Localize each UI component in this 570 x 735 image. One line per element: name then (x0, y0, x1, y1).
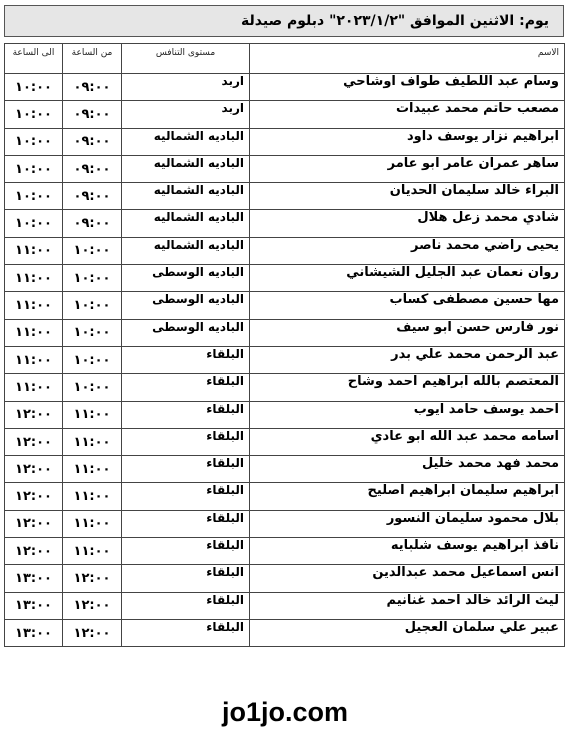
cell-from-time: ١١:٠٠ (63, 483, 122, 510)
table-row (5, 428, 565, 455)
cell-level: الباديه الوسطى (122, 265, 250, 292)
cell-name: بلال محمود سليمان النسور (250, 510, 565, 537)
cell-to-time: ١٠:٠٠ (5, 210, 63, 237)
cell-level: البلقاء (122, 510, 250, 537)
table-row (5, 128, 565, 155)
cell-level: الباديه الشماليه (122, 128, 250, 155)
table-row (5, 74, 565, 101)
cell-level: البلقاء (122, 565, 250, 592)
schedule-title-bar (4, 5, 564, 37)
cell-level: البلقاء (122, 401, 250, 428)
cell-level: البلقاء (122, 619, 250, 646)
cell-to-time: ١١:٠٠ (5, 292, 63, 319)
cell-to-time: ١١:٠٠ (5, 374, 63, 401)
cell-from-time: ١٠:٠٠ (63, 346, 122, 373)
cell-name: مها حسين مصطفى كساب (250, 292, 565, 319)
cell-name: البراء خالد سليمان الحديان (250, 183, 565, 210)
cell-from-time: ١٢:٠٠ (63, 592, 122, 619)
cell-level: البلقاء (122, 483, 250, 510)
cell-name: عبد الرحمن محمد علي بدر (250, 346, 565, 373)
table-row (5, 183, 565, 210)
table-row (5, 346, 565, 373)
cell-from-time: ١٠:٠٠ (63, 292, 122, 319)
cell-from-time: ١٠:٠٠ (63, 265, 122, 292)
cell-from-time: ٠٩:٠٠ (63, 74, 122, 101)
cell-level: البلقاء (122, 538, 250, 565)
cell-level: اربد (122, 101, 250, 128)
site-watermark: jo1jo.com (221, 697, 349, 727)
cell-to-time: ١٢:٠٠ (5, 428, 63, 455)
schedule-title: يوم: الاثنين الموافق "٢٠٢٣/١/٢" دبلوم صيدلة (241, 13, 549, 29)
cell-level: البلقاء (122, 374, 250, 401)
cell-name: روان نعمان عبد الجليل الشيشاني (250, 265, 565, 292)
cell-level: البلقاء (122, 346, 250, 373)
table-row (5, 483, 565, 510)
table-row (5, 510, 565, 537)
table-row (5, 374, 565, 401)
table-body (5, 74, 565, 647)
cell-to-time: ١١:٠٠ (5, 265, 63, 292)
table-row (5, 292, 565, 319)
table-row (5, 155, 565, 182)
table-row (5, 319, 565, 346)
cell-from-time: ١١:٠٠ (63, 401, 122, 428)
cell-to-time: ١٢:٠٠ (5, 510, 63, 537)
column-header-from: من الساعة (63, 44, 122, 74)
cell-to-time: ١٠:٠٠ (5, 101, 63, 128)
cell-to-time: ١٠:٠٠ (5, 155, 63, 182)
cell-level: الباديه الوسطى (122, 292, 250, 319)
cell-to-time: ١٠:٠٠ (5, 183, 63, 210)
table-row (5, 538, 565, 565)
cell-to-time: ١٢:٠٠ (5, 401, 63, 428)
cell-to-time: ١٢:٠٠ (5, 456, 63, 483)
cell-from-time: ١٢:٠٠ (63, 565, 122, 592)
cell-name: عبير علي سلمان العجيل (250, 619, 565, 646)
table-row (5, 565, 565, 592)
cell-name: ليث الرائد خالد احمد غنانيم (250, 592, 565, 619)
cell-to-time: ١٣:٠٠ (5, 619, 63, 646)
cell-to-time: ١١:٠٠ (5, 319, 63, 346)
column-header-to: الى الساعة (5, 44, 63, 74)
table-row (5, 101, 565, 128)
cell-name: المعتصم بالله ابراهيم احمد وشاح (250, 374, 565, 401)
cell-to-time: ١٢:٠٠ (5, 483, 63, 510)
cell-from-time: ١١:٠٠ (63, 510, 122, 537)
cell-from-time: ٠٩:٠٠ (63, 155, 122, 182)
cell-name: ابراهيم نزار يوسف داود (250, 128, 565, 155)
cell-to-time: ١١:٠٠ (5, 237, 63, 264)
cell-level: البلقاء (122, 456, 250, 483)
cell-level: الباديه الشماليه (122, 183, 250, 210)
column-header-name: الاسم (250, 44, 565, 74)
cell-from-time: ٠٩:٠٠ (63, 128, 122, 155)
table-row (5, 401, 565, 428)
cell-from-time: ٠٩:٠٠ (63, 210, 122, 237)
cell-name: ساهر عمران عامر ابو عامر (250, 155, 565, 182)
cell-to-time: ١٣:٠٠ (5, 565, 63, 592)
cell-from-time: ١٢:٠٠ (63, 619, 122, 646)
cell-name: شادي محمد زعل هلال (250, 210, 565, 237)
cell-name: نور فارس حسن ابو سيف (250, 319, 565, 346)
schedule-sheet (4, 5, 564, 647)
cell-to-time: ١١:٠٠ (5, 346, 63, 373)
cell-name: احمد يوسف حامد ايوب (250, 401, 565, 428)
cell-name: محمد فهد محمد خليل (250, 456, 565, 483)
cell-from-time: ١١:٠٠ (63, 456, 122, 483)
table-row (5, 619, 565, 646)
cell-level: البلقاء (122, 428, 250, 455)
cell-name: نافذ ابراهيم يوسف شلبايه (250, 538, 565, 565)
cell-from-time: ٠٩:٠٠ (63, 101, 122, 128)
cell-from-time: ١١:٠٠ (63, 538, 122, 565)
cell-level: الباديه الشماليه (122, 155, 250, 182)
cell-to-time: ١٠:٠٠ (5, 128, 63, 155)
cell-from-time: ١٠:٠٠ (63, 319, 122, 346)
table-row (5, 592, 565, 619)
cell-level: اربد (122, 74, 250, 101)
cell-level: الباديه الشماليه (122, 237, 250, 264)
cell-name: ابراهيم سليمان ابراهيم اصليح (250, 483, 565, 510)
table-row (5, 210, 565, 237)
cell-level: الباديه الوسطى (122, 319, 250, 346)
cell-name: يحيى راضي محمد ناصر (250, 237, 565, 264)
table-row (5, 265, 565, 292)
cell-name: اسامه محمد عبد الله ابو عادي (250, 428, 565, 455)
exam-schedule-table (4, 43, 565, 647)
cell-from-time: ٠٩:٠٠ (63, 183, 122, 210)
cell-level: الباديه الشماليه (122, 210, 250, 237)
table-row (5, 456, 565, 483)
cell-name: وسام عبد اللطيف طواف اوشاحي (250, 74, 565, 101)
cell-level: البلقاء (122, 592, 250, 619)
cell-name: مصعب حاتم محمد عبيدات (250, 101, 565, 128)
table-row (5, 237, 565, 264)
column-header-level: مستوى التنافس (122, 44, 250, 74)
cell-name: انس اسماعيل محمد عبدالدين (250, 565, 565, 592)
cell-to-time: ١٠:٠٠ (5, 74, 63, 101)
cell-from-time: ١٠:٠٠ (63, 237, 122, 264)
cell-from-time: ١٠:٠٠ (63, 374, 122, 401)
cell-from-time: ١١:٠٠ (63, 428, 122, 455)
cell-to-time: ١٣:٠٠ (5, 592, 63, 619)
table-header-row (5, 44, 565, 74)
cell-to-time: ١٢:٠٠ (5, 538, 63, 565)
